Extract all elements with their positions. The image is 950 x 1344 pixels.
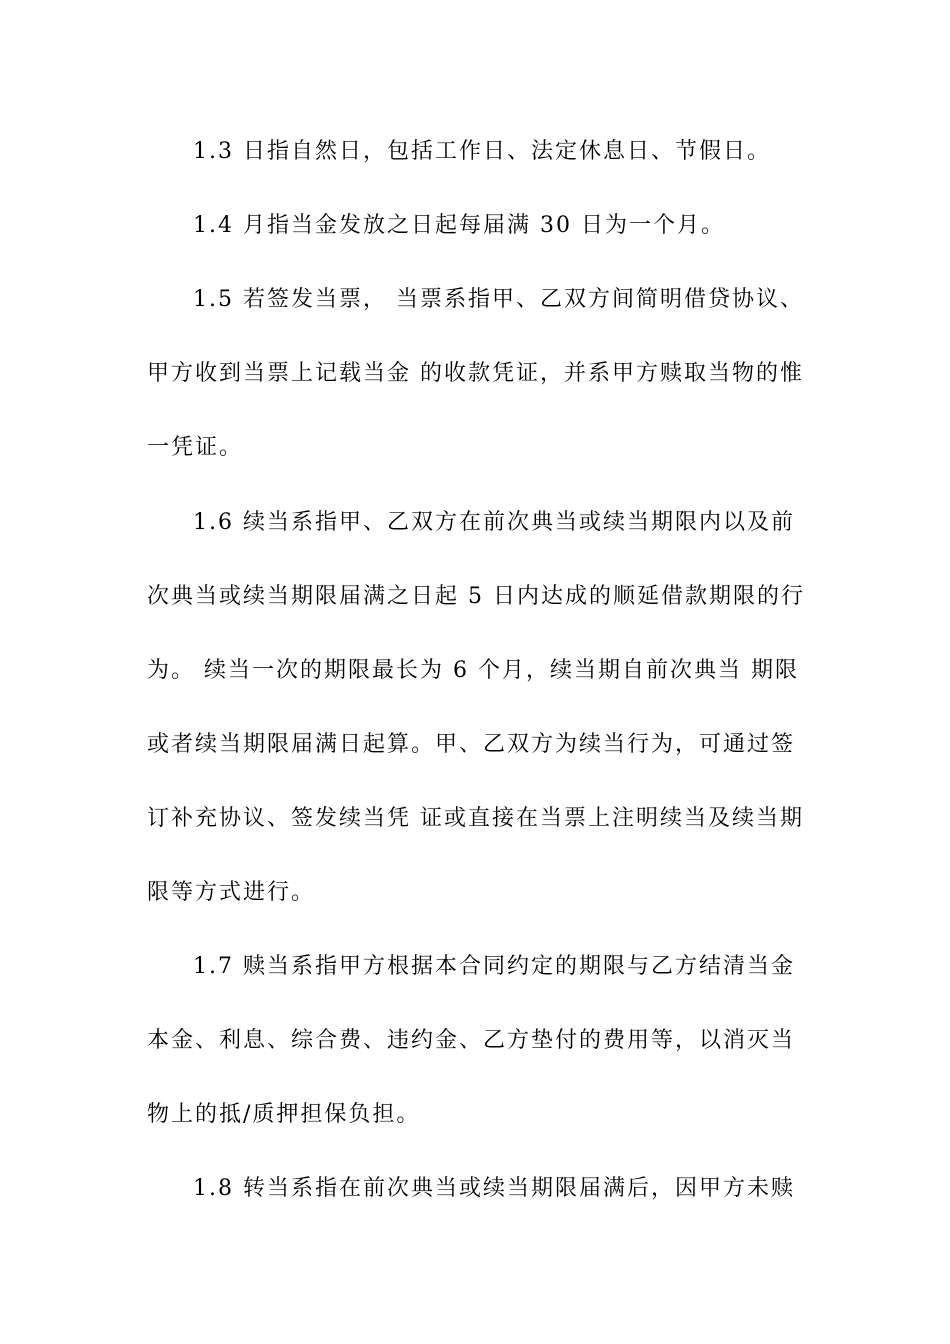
clause-1-6-line-5: 订补充协议、签发续当凭 证或直接在当票上注明续当及续当期 <box>147 806 804 831</box>
clause-1-5-line-2: 甲方收到当票上记载当金 的收款凭证，并系甲方赎取当物的惟 <box>147 361 804 386</box>
clause-1-5-line-1: 1.5 若签发当票， 当票系指甲、乙双方间简明借贷协议、 <box>193 287 804 312</box>
clause-1-4: 1.4 月指当金发放之日起每届满 30 日为一个月。 <box>193 213 725 238</box>
clause-1-5-line-3: 一凭证。 <box>147 435 244 460</box>
clause-1-7-line-1: 1.7 赎当系指甲方根据本合同约定的期限与乙方结清当金 <box>193 954 795 979</box>
clause-1-8-line-1: 1.8 转当系指在前次典当或续当期限届满后，因甲方未赎 <box>193 1176 795 1201</box>
clause-1-7-line-3: 物上的抵/质押担保负担。 <box>147 1102 421 1127</box>
clause-1-7-line-2: 本金、利息、综合费、违约金、乙方垫付的费用等，以消灭当 <box>147 1028 796 1053</box>
clause-1-6-line-2: 次典当或续当期限届满之日起 5 日内达成的顺延借款期限的行 <box>147 584 805 609</box>
clause-1-6-line-6: 限等方式进行。 <box>147 880 316 905</box>
clause-1-6-line-4: 或者续当期限届满日起算。甲、乙双方为续当行为，可通过签 <box>147 732 796 757</box>
clause-1-3: 1.3 日指自然日，包括工作日、法定休息日、节假日。 <box>193 139 771 164</box>
clause-1-6-line-1: 1.6 续当系指甲、乙双方在前次典当或续当期限内以及前 <box>193 510 795 535</box>
clause-1-6-line-3: 为。 续当一次的期限最长为 6 个月，续当期自前次典当 期限 <box>147 658 799 683</box>
